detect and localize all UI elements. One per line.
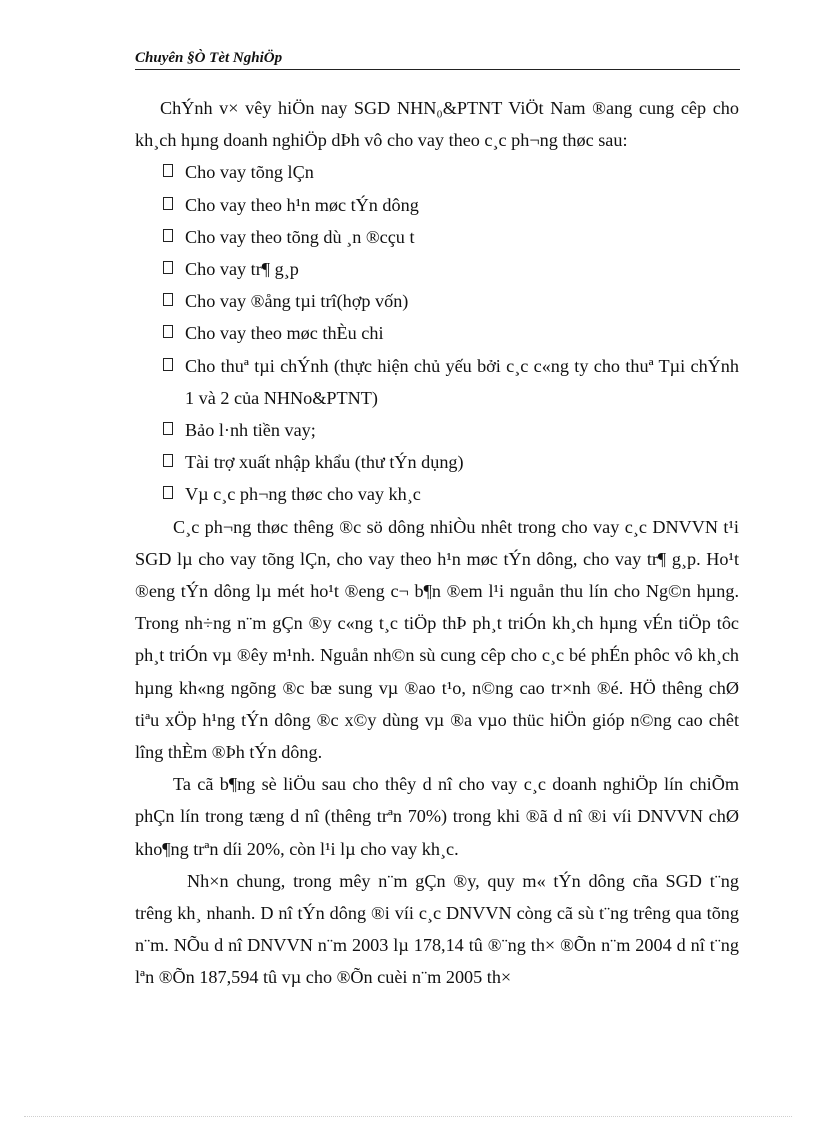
list-item bbox=[135, 253, 739, 285]
list-item bbox=[135, 446, 739, 478]
table-reference-paragraph: Ta cã b¶ng sè liÖu sau cho thêy d nî cho vay c¸c doanh nghiÖp lín chiÕm phÇn lín trong tæng d nî (thêng trªn 70%) trong khi ®ã d nî ®i víi DNVVN chØ kho¶ng trªn díi 20%, còn l¹i lµ cho vay kh¸c. bbox=[135, 774, 739, 859]
list-item-text: Bảo l·nh tiền vay; bbox=[185, 420, 316, 441]
list-item-text: Cho vay ®ång tµi trî(hợp vốn) bbox=[185, 291, 409, 312]
methods-paragraph: C¸c ph¬ng thøc thêng ®c sö dông nhiÒu nhêt trong cho vay c¸c DNVVN t¹i SGD lµ cho vay tõng lÇn, cho vay theo h¹n møc tÝn dông, cho vay tr¶ g¸p. Ho¹t ®eng tÝn dông lµ mét ho¹t ®eng c¬ b¶n ®em l¹i nguån thu lín cho Ng©n hµng. Trong nh÷ng n¨m gÇn ®y c«ng t¸c tiÖp thÞ ph¸t triÓn kh¸ch hµng vÉn tiÖp tôc ph¸t triÓn vµ ®êy m¹nh. Nguån nh©n sù cung cêp cho c¸c bé phÉn phôc vô kh¸ch hµng kh«ng ngõng ®c bæ sung vµ ®ao t¹o, n©ng cao tr×nh ®é. HÖ thêng chØ tiªu xÖp h¹ng tÝn dông ®c x©y dùng vµ ®a vµo thüc hiÖn gióp n©ng cao chêt lîng thÈm ®Þh tÝn dông. bbox=[135, 516, 739, 763]
checkbox-bullet-icon bbox=[163, 229, 173, 242]
list-item bbox=[135, 414, 739, 446]
checkbox-bullet-icon bbox=[163, 454, 173, 467]
list-item bbox=[135, 478, 739, 510]
checkbox-bullet-icon bbox=[163, 486, 173, 499]
page-bottom-divider bbox=[24, 1116, 792, 1117]
list-item bbox=[135, 221, 739, 253]
list-item bbox=[135, 156, 739, 188]
list-item bbox=[135, 285, 739, 317]
intro-paragraph: ChÝnh v× vêy hiÖn nay SGD NHN₀&PTNT ViÖt Nam ®ang cung cêp cho kh¸ch hµng doanh nghiÖp dÞh vô cho vay theo c¸c ph¬ng thøc sau: bbox=[135, 98, 739, 151]
checkbox-bullet-icon bbox=[163, 358, 173, 371]
document-body bbox=[135, 92, 739, 994]
header-title: Chuyên §Ò Tèt NghiÖp bbox=[135, 50, 283, 66]
list-item-text: Cho vay theo h¹n møc tÝn dông bbox=[185, 194, 419, 215]
list-item-text: Cho thuª tµi chÝnh (thực hiện chủ yếu bởi c¸c c«ng ty cho thuª Tµi chÝnh 1 và 2 của NHNo&PTNT) bbox=[185, 355, 739, 408]
checkbox-bullet-icon bbox=[163, 261, 173, 274]
list-item-text: Tài trợ xuất nhập khẩu (thư tÝn dụng) bbox=[185, 452, 464, 473]
list-item-text: Cho vay theo tõng dù ¸n ®cçu t bbox=[185, 226, 415, 247]
growth-paragraph: Nh×n chung, trong mêy n¨m gÇn ®y, quy m« tÝn dông cña SGD t¨ng trêng kh¸ nhanh. D nî tÝn dông ®i víi c¸c DNVVN còng cã sù t¨ng trêng qua tõng n¨m. NÕu d nî DNVVN n¨m 2003 lµ 178,14 tû ®¨ng th× ®Õn n¨m 2004 d nî t¨ng lªn ®Õn 187,594 tû vµ cho ®Õn cuèi n¨m 2005 th× bbox=[135, 870, 739, 988]
checkbox-bullet-icon bbox=[163, 325, 173, 338]
method-list bbox=[135, 156, 739, 510]
checkbox-bullet-icon bbox=[163, 164, 173, 177]
list-item bbox=[135, 350, 739, 414]
checkbox-bullet-icon bbox=[163, 293, 173, 306]
list-item-text: Cho vay tõng lÇn bbox=[185, 162, 314, 183]
checkbox-bullet-icon bbox=[163, 197, 173, 210]
list-item-text: Cho vay theo møc thÈu chi bbox=[185, 323, 384, 344]
list-item bbox=[135, 189, 739, 221]
list-item-text: Vµ c¸c ph¬ng thøc cho vay kh¸c bbox=[185, 484, 421, 505]
list-item bbox=[135, 317, 739, 349]
page-header bbox=[135, 48, 740, 70]
checkbox-bullet-icon bbox=[163, 422, 173, 435]
list-item-text: Cho vay tr¶ g¸p bbox=[185, 259, 299, 280]
